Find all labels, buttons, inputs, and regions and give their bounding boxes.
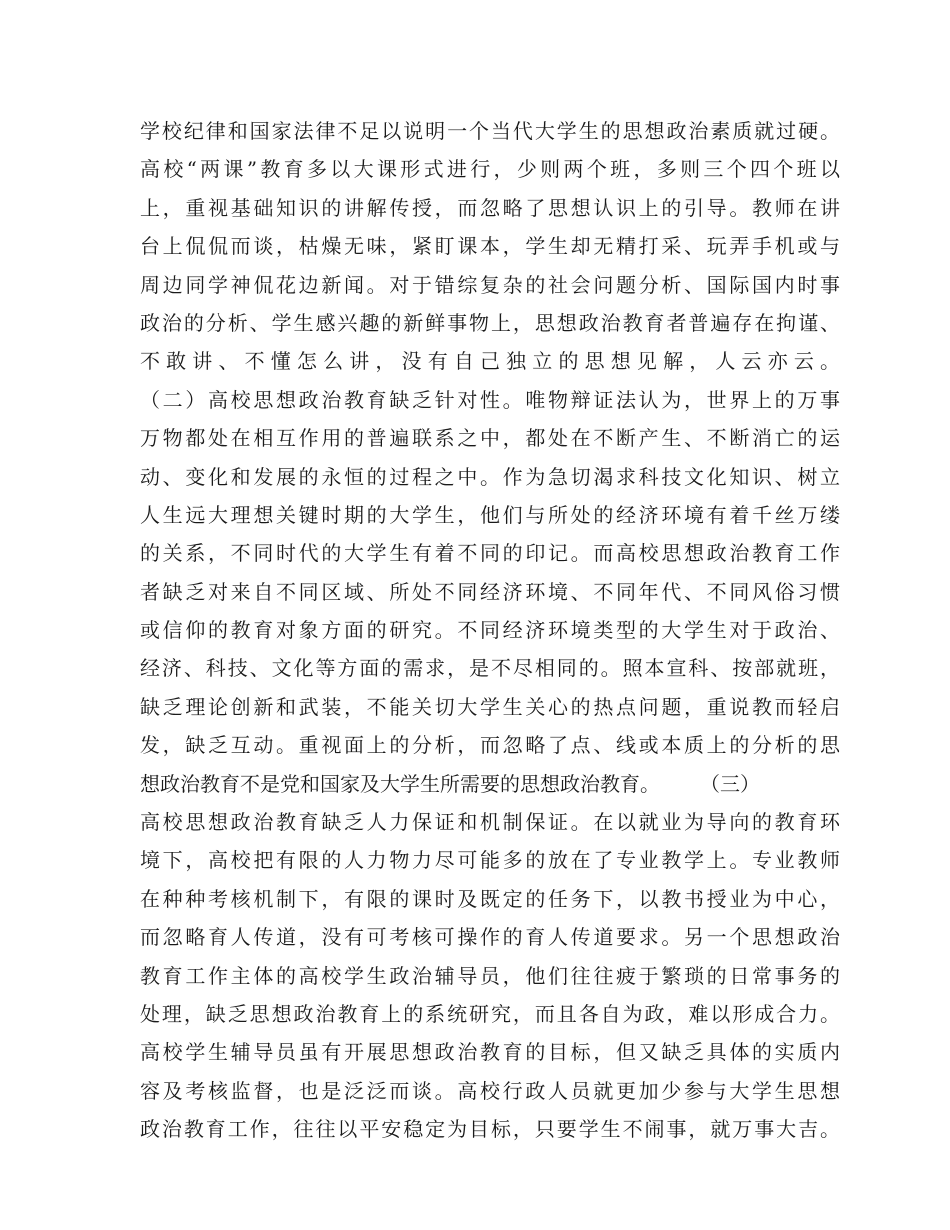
text-line: 教育工作主体的高校学生政治辅导员，他们往往疲于繁琐的日常事务的 xyxy=(140,963,840,988)
text-line: 高校学生辅导员虽有开展思想政治教育的目标，但又缺乏具体的实质内 xyxy=(140,1040,840,1065)
text-line: 动、变化和发展的永恒的过程之中。作为急切渴求科技文化知识、树立 xyxy=(140,464,840,489)
text-line: 不敢讲、不懂怎么讲，没有自己独立的思想见解，人云亦云。 xyxy=(140,349,840,374)
text-line: 经济、科技、文化等方面的需求，是不尽相同的。照本宣科、按部就班， xyxy=(140,656,840,681)
text-line: 或信仰的教育对象方面的研究。不同经济环境类型的大学生对于政治、 xyxy=(140,618,840,643)
text-line: 容及考核监督，也是泛泛而谈。高校行政人员就更加少参与大学生思想 xyxy=(140,1078,840,1103)
text-line: 政治教育工作，往往以平安稳定为目标，只要学生不闹事，就万事大吉。 xyxy=(140,1117,840,1142)
text-line: 学校纪律和国家法律不足以说明一个当代大学生的思想政治素质就过硬。 xyxy=(140,119,840,143)
text-line: 台上侃侃而谈，枯燥无味，紧盯课本，学生却无精打采、玩弄手机或与 xyxy=(140,234,840,259)
section-heading-line: （二）高校思想政治教育缺乏针对性。唯物辩证法认为，世界上的万事 xyxy=(140,387,840,412)
text-line: 政治的分析、学生感兴趣的新鲜事物上，思想政治教育者普遍存在拘谨、 xyxy=(140,310,840,335)
text-line: 高校“两课”教育多以大课形式进行，少则两个班，多则三个四个班以 xyxy=(140,157,840,182)
text-line: 想政治教育不是党和国家及大学生所需要的思想政治教育。 （三） xyxy=(140,771,760,796)
text-line: 者缺乏对来自不同区域、所处不同经济环境、不同年代、不同风俗习惯 xyxy=(140,579,840,604)
text-line: 缺乏理论创新和武装，不能关切大学生关心的热点问题，重说教而轻启 xyxy=(140,694,840,719)
text-line: 在种种考核机制下，有限的课时及既定的任务下，以教书授业为中心， xyxy=(140,886,840,911)
section-heading-line: 高校思想政治教育缺乏人力保证和机制保证。在以就业为导向的教育环 xyxy=(140,810,840,835)
text-line: 而忽略育人传道，没有可考核可操作的育人传道要求。另一个思想政治 xyxy=(140,925,840,950)
body-text xyxy=(140,112,840,1149)
text-line: 的关系，不同时代的大学生有着不同的印记。而高校思想政治教育工作 xyxy=(140,541,840,566)
text-line: 人生远大理想关键时期的大学生，他们与所处的经济环境有着千丝万缕 xyxy=(140,502,840,527)
text-line: 处理，缺乏思想政治教育上的系统研究，而且各自为政，难以形成合力。 xyxy=(140,1001,840,1026)
text-line: 境下，高校把有限的人力物力尽可能多的放在了专业教学上。专业教师 xyxy=(140,848,840,873)
text-line: 发，缺乏互动。重视面上的分析，而忽略了点、线或本质上的分析的思 xyxy=(140,733,840,758)
text-line: 万物都处在相互作用的普遍联系之中，都处在不断产生、不断消亡的运 xyxy=(140,426,840,451)
text-line: 周边同学神侃花边新闻。对于错综复杂的社会问题分析、国际国内时事 xyxy=(140,272,840,297)
text-line: 上，重视基础知识的讲解传授，而忽略了思想认识上的引导。教师在讲 xyxy=(140,195,840,220)
